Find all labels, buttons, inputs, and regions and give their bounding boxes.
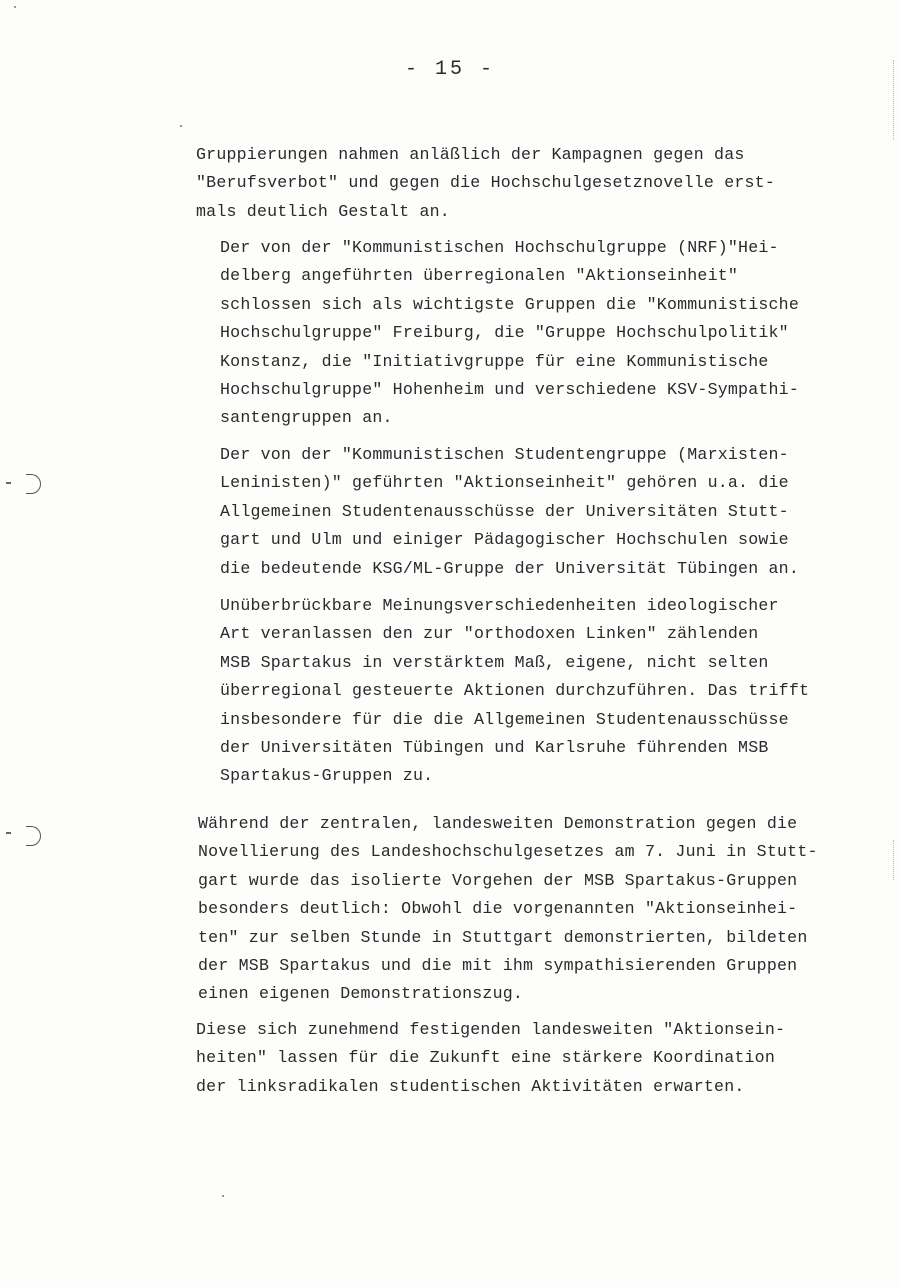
text-line: insbesondere für die die Allgemeinen Studentenausschüsse xyxy=(220,709,789,729)
paragraph-5 xyxy=(198,810,818,1009)
text-line: Hochschulgruppe" Hohenheim und verschiedene KSV-Sympathi- xyxy=(220,379,799,399)
text-line: schlossen sich als wichtigste Gruppen die "Kommunistische xyxy=(220,294,799,314)
text-line: Gruppierungen nahmen anläßlich der Kampagnen gegen das xyxy=(196,145,745,164)
paragraph-2 xyxy=(220,234,799,433)
text-line: Während der zentralen, landesweiten Demonstration gegen die xyxy=(198,814,798,833)
text-line: gart wurde das isolierte Vorgehen der MSB Spartakus-Gruppen xyxy=(198,870,798,890)
text-line: die bedeutende KSG/ML-Gruppe der Universität Tübingen an. xyxy=(220,558,799,578)
text-line: Art veranlassen den zur "orthodoxen Linken" zählenden xyxy=(220,624,759,644)
text-line: santengruppen an. xyxy=(220,408,393,428)
scan-edge-artifact xyxy=(892,840,894,880)
text-line: gart und Ulm und einiger Pädagogischer Hochschulen sowie xyxy=(220,530,789,550)
text-line: heiten" lassen für die Zukunft eine stärkere Koordination xyxy=(196,1048,775,1068)
text-line: der MSB Spartakus und die mit ihm sympathisierenden Gruppen xyxy=(198,955,798,975)
scan-speck xyxy=(14,6,16,8)
scan-edge-artifact xyxy=(892,60,894,140)
text-line: Diese sich zunehmend festigenden landesweiten "Aktionsein- xyxy=(196,1020,786,1039)
punch-hole-mark xyxy=(26,826,41,846)
paragraph-6 xyxy=(196,1016,785,1101)
paragraph-4 xyxy=(220,592,809,791)
text-line: überregional gesteuerte Aktionen durchzuführen. Das trifft xyxy=(220,681,810,701)
text-line: "Berufsverbot" und gegen die Hochschulgesetznovelle erst- xyxy=(196,173,775,193)
text-line: Unüberbrückbare Meinungsverschiedenheiten ideologischer xyxy=(220,596,779,615)
text-line: MSB Spartakus in verstärktem Maß, eigene, nicht selten xyxy=(220,652,769,672)
text-line: Konstanz, die "Initiativgruppe für eine Kommunistische xyxy=(220,351,769,371)
text-line: einen eigenen Demonstrationszug. xyxy=(198,984,524,1004)
text-line: Hochschulgruppe" Freiburg, die "Gruppe Hochschulpolitik" xyxy=(220,323,789,343)
punch-mark-dash xyxy=(6,832,11,834)
text-line: besonders deutlich: Obwohl die vorgenannten "Aktionseinhei- xyxy=(198,899,798,919)
text-line: der linksradikalen studentischen Aktivitäten erwarten. xyxy=(196,1076,745,1096)
text-line: delberg angeführten überregionalen "Aktionseinheit" xyxy=(220,266,739,286)
text-line: Der von der "Kommunistischen Studentengruppe (Marxisten- xyxy=(220,445,789,464)
text-line: Leninisten)" geführten "Aktionseinheit" gehören u.a. die xyxy=(220,473,789,493)
paragraph-3 xyxy=(220,441,799,583)
text-line: Allgemeinen Studentenausschüsse der Universitäten Stutt- xyxy=(220,501,789,521)
text-line: Der von der "Kommunistischen Hochschulgruppe (NRF)"Hei- xyxy=(220,238,779,257)
scan-speck xyxy=(180,125,182,127)
text-line: der Universitäten Tübingen und Karlsruhe führenden MSB xyxy=(220,737,769,757)
text-line: Spartakus-Gruppen zu. xyxy=(220,766,434,786)
punch-mark-dash xyxy=(6,482,11,484)
paragraph-1 xyxy=(196,141,775,226)
scan-speck xyxy=(222,1195,224,1197)
text-line: Novellierung des Landeshochschulgesetzes am 7. Juni in Stutt- xyxy=(198,842,818,862)
text-line: mals deutlich Gestalt an. xyxy=(196,201,450,221)
punch-hole-mark xyxy=(26,474,41,494)
page-number: - 15 - xyxy=(404,58,495,81)
text-line: ten" zur selben Stunde in Stuttgart demonstrierten, bildeten xyxy=(198,927,808,947)
